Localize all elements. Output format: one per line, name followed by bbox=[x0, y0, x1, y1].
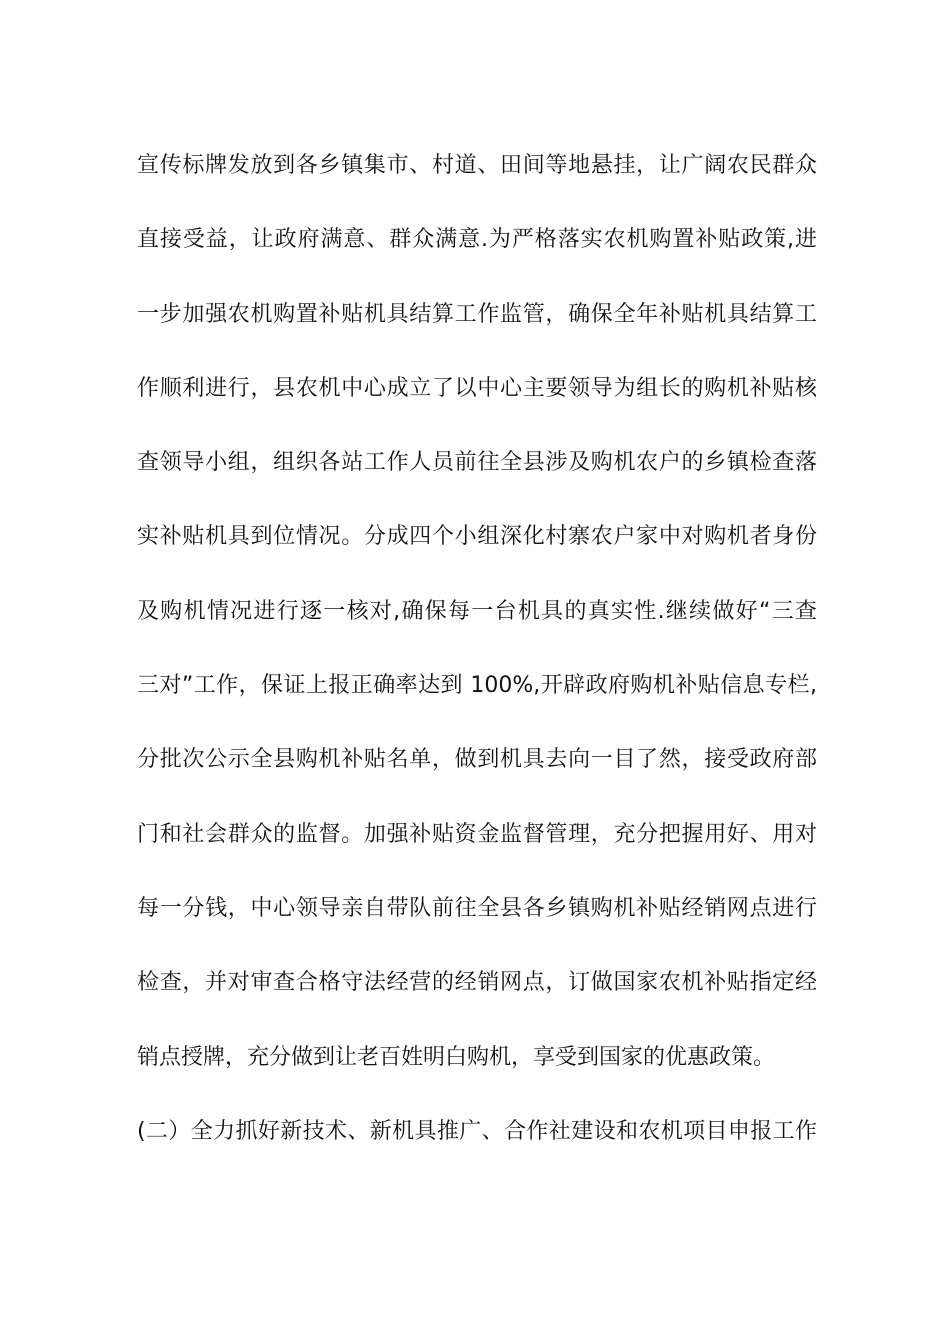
paragraph-line-8: 三对”工作，保证上报正确率达到 100%,开辟政府购机补贴信息专栏, bbox=[137, 673, 817, 699]
paragraph-line-2: 直接受益，让政府满意、群众满意.为严格落实农机购置补贴政策,进 bbox=[137, 227, 817, 253]
paragraph-line-11: 每一分钱，中心领导亲自带队前往全县各乡镇购机补贴经销网点进行 bbox=[137, 895, 817, 921]
paragraph-line-4: 作顺利进行，县农机中心成立了以中心主要领导为组长的购机补贴核 bbox=[137, 375, 817, 401]
paragraph-line-9: 分批次公示全县购机补贴名单，做到机具去向一目了然，接受政府部 bbox=[137, 747, 817, 773]
paragraph-line-7: 及购机情况进行逐一核对,确保每一台机具的真实性.继续做好“三查 bbox=[137, 598, 817, 624]
paragraph-line-6: 实补贴机具到位情况。分成四个小组深化村寨农户家中对购机者身份 bbox=[137, 524, 817, 550]
paragraph-line-3: 一步加强农机购置补贴机具结算工作监管，确保全年补贴机具结算工 bbox=[137, 301, 817, 327]
paragraph-line-5: 查领导小组，组织各站工作人员前往全县涉及购机农户的乡镇检查落 bbox=[137, 450, 817, 476]
paragraph-line-1: 宣传标牌发放到各乡镇集市、村道、田间等地悬挂，让广阔农民群众 bbox=[137, 153, 817, 178]
paragraph-line-12: 检查，并对审查合格守法经营的经销网点，订做国家农机补贴指定经 bbox=[137, 970, 817, 996]
section-heading: (二）全力抓好新技术、新机具推广、合作社建设和农机项目申报工作 bbox=[137, 1118, 817, 1144]
paragraph-line-13: 销点授牌，充分做到让老百姓明白购机，享受到国家的优惠政策。 bbox=[137, 1044, 776, 1070]
body-text bbox=[137, 140, 817, 1180]
paragraph-line-10: 门和社会群众的监督。加强补贴资金监督管理，充分把握用好、用对 bbox=[137, 821, 817, 847]
